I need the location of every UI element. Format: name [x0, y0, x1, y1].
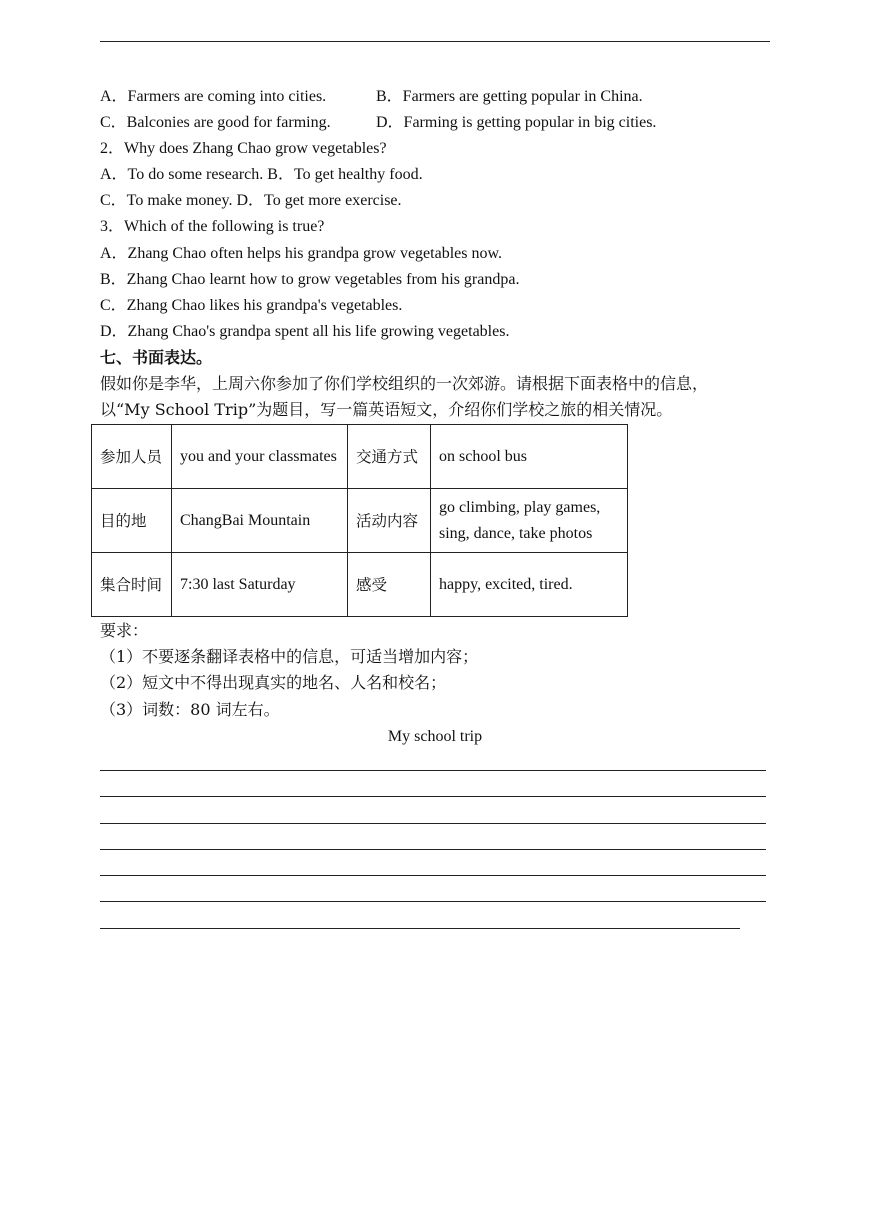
writing-line[interactable] — [100, 770, 766, 771]
table-cell-value: on school bus — [431, 425, 628, 489]
essay-title: My school trip — [387, 728, 483, 745]
table-cell-value: you and your classmates — [172, 425, 348, 489]
table-cell-value: ChangBai Mountain — [172, 489, 348, 553]
q1-option-d: D．Farming is getting popular in big cities. — [376, 114, 657, 131]
q3-option-a: A．Zhang Chao often helps his grandpa grow vegetables now. — [100, 245, 502, 262]
table-cell-label: 目的地 — [92, 489, 172, 553]
writing-line[interactable] — [100, 796, 766, 797]
table-cell-value: happy, excited, tired. — [431, 553, 628, 617]
writing-line[interactable] — [100, 901, 766, 902]
table-cell-label: 感受 — [348, 553, 431, 617]
requirement-2: （2）短文中不得出现真实的地名、人名和校名； — [100, 673, 447, 692]
writing-line[interactable] — [100, 823, 766, 824]
requirements-heading: 要求： — [100, 621, 149, 640]
prompt-line-1: 假如你是李华，上周六你参加了你们学校组织的一次郊游。请根据下面表格中的信息， — [100, 374, 709, 393]
info-table — [91, 424, 628, 617]
section-title: 七、书面表达。 — [100, 348, 213, 367]
table-row — [92, 553, 628, 617]
header-rule — [100, 41, 770, 42]
q3-option-c: C．Zhang Chao likes his grandpa's vegetables. — [100, 297, 403, 314]
table-cell-value: go climbing, play games, sing, dance, take photos — [431, 489, 628, 553]
table-cell-label: 活动内容 — [348, 489, 431, 553]
writing-line[interactable] — [100, 849, 766, 850]
table-cell-label: 参加人员 — [92, 425, 172, 489]
table-cell-value: 7:30 last Saturday — [172, 553, 348, 617]
table-row — [92, 425, 628, 489]
requirement-3: （3）词数：80 词左右。 — [100, 700, 280, 719]
prompt-line-2: 以“My School Trip”为题目，写一篇英语短文，介绍你们学校之旅的相关情况。 — [100, 400, 673, 419]
q2-stem: 2．Why does Zhang Chao grow vegetables? — [100, 140, 387, 157]
q2-options-cd: C．To make money. D．To get more exercise. — [100, 192, 402, 209]
q3-option-d: D．Zhang Chao's grandpa spent all his life growing vegetables. — [100, 323, 510, 340]
table-cell-label: 交通方式 — [348, 425, 431, 489]
q1-option-a: A．Farmers are coming into cities. — [100, 88, 327, 105]
q1-option-b: B．Farmers are getting popular in China. — [376, 88, 643, 105]
requirement-1: （1）不要逐条翻译表格中的信息，可适当增加内容； — [100, 647, 479, 666]
q3-option-b: B．Zhang Chao learnt how to grow vegetables from his grandpa. — [100, 271, 520, 288]
q2-options-ab: A．To do some research. B．To get healthy food. — [100, 166, 423, 183]
table-cell-label: 集合时间 — [92, 553, 172, 617]
table-row — [92, 489, 628, 553]
q1-option-c: C．Balconies are good for farming. — [100, 114, 331, 131]
writing-line[interactable] — [100, 875, 766, 876]
q3-stem: 3．Which of the following is true? — [100, 218, 325, 235]
writing-line[interactable] — [100, 928, 740, 929]
